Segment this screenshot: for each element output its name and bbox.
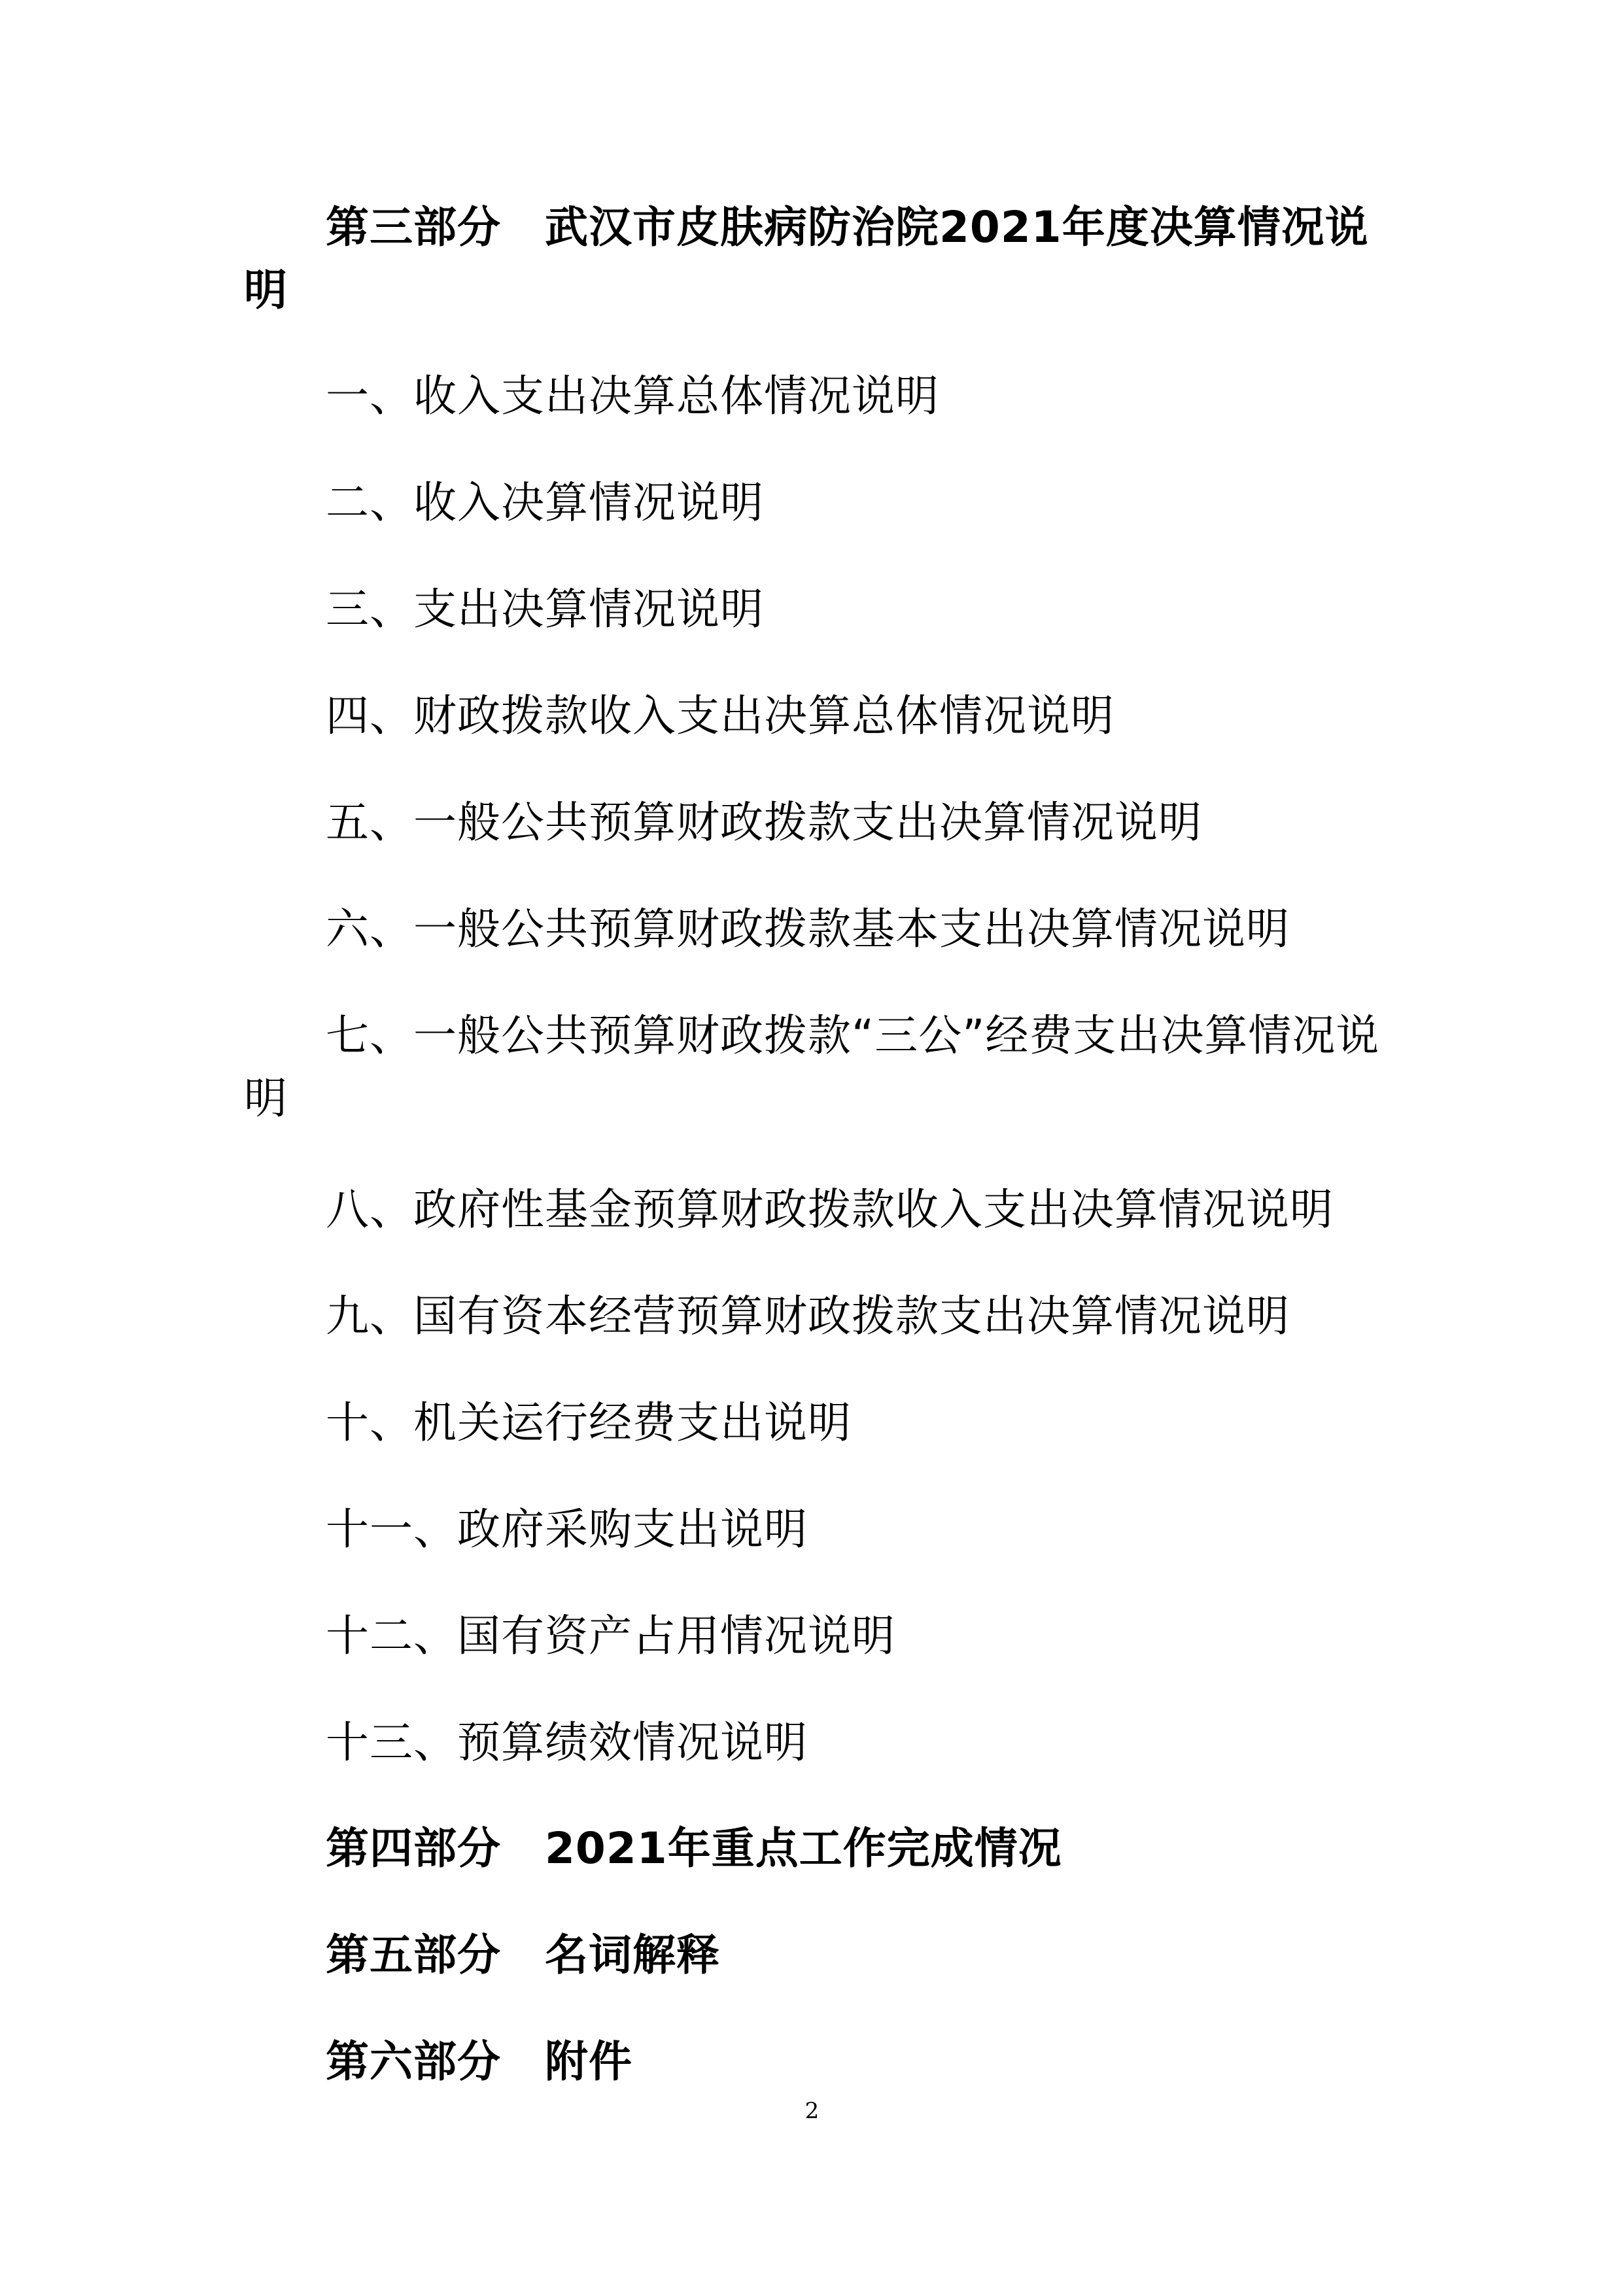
toc-entry-section-5: 五、一般公共预算财政拨款支出决算情况说明 [326,797,1202,848]
toc-entry-section-10: 十、机关运行经费支出说明 [326,1397,852,1448]
toc-entry-section-4: 四、财政拨款收入支出决算总体情况说明 [326,691,1114,741]
toc-entry-section-11: 十一、政府采购支出说明 [326,1504,808,1554]
toc-entry-part-three: 第三部分 武汉市皮肤病防治院2021年度决算情况说明 [244,202,1369,315]
toc-entry-section-8: 八、政府性基金预算财政拨款收入支出决算情况说明 [326,1184,1334,1235]
toc-entry-section-12: 十二、国有资产占用情况说明 [326,1611,895,1661]
toc-entry-part-four: 第四部分 2021年重点工作完成情况 [326,1823,1062,1874]
page-number: 2 [804,2098,820,2124]
toc-entry-section-3: 三、支出决算情况说明 [326,584,764,634]
toc-entry-section-1: 一、收入支出决算总体情况说明 [326,371,939,421]
toc-entry-section-9: 九、国有资本经营预算财政拨款支出决算情况说明 [326,1291,1290,1341]
toc-entry-section-7: 七、一般公共预算财政拨款“三公”经费支出决算情况说明 [244,1010,1380,1123]
toc-entry-section-2: 二、收入决算情况说明 [326,477,764,528]
toc-entry-part-five: 第五部分 名词解释 [326,1930,720,1980]
toc-entry-section-6: 六、一般公共预算财政拨款基本支出决算情况说明 [326,904,1290,954]
toc-entry-part-six: 第六部分 附件 [326,2036,632,2087]
toc-entry-section-13: 十三、预算绩效情况说明 [326,1717,808,1768]
